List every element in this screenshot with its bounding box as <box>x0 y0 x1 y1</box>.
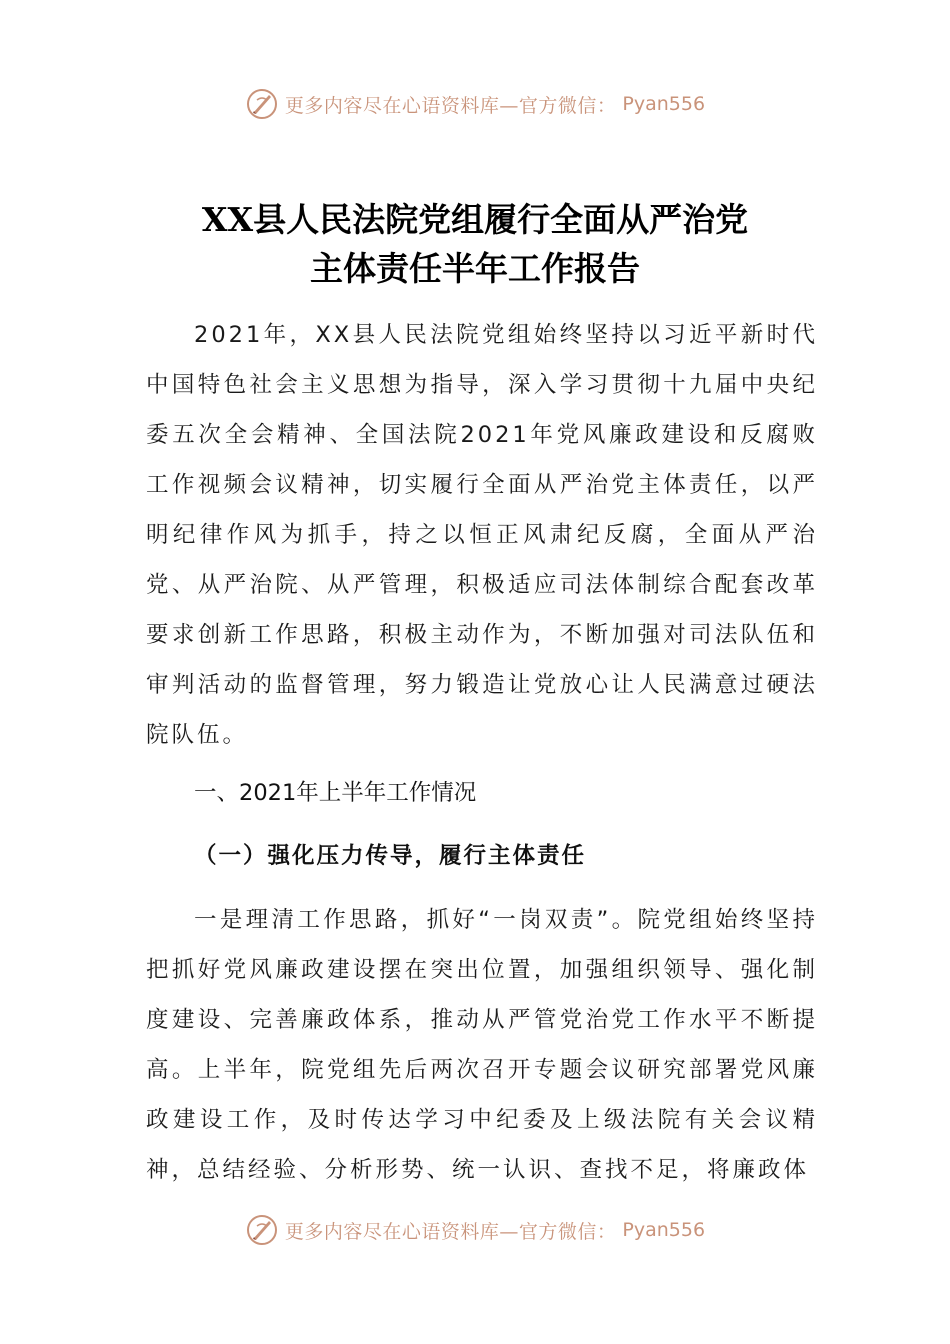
watermark-wechat-handle: Pyan556 <box>622 93 706 115</box>
document-title-line-1: XX县人民法院党组履行全面从严治党 <box>201 200 749 239</box>
subsection-heading: （一）强化压力传导，履行主体责任 <box>194 843 587 869</box>
document-title-line-2: 主体责任半年工作报告 <box>310 249 640 288</box>
watermark-text: 更多内容尽在心语资料库—官方微信： <box>284 94 617 117</box>
quill-pen-logo-icon <box>245 87 279 121</box>
quill-pen-logo-icon <box>245 1213 279 1247</box>
watermark-text: 更多内容尽在心语资料库—官方微信： <box>284 1220 617 1243</box>
watermark-footer <box>0 1210 950 1250</box>
body-paragraph: 一是理清工作思路，抓好“一岗双责”。院党组始终坚持把抓好党风廉政建设摆在突出位置，加强组织领导、强化制度建设、完善廉政体系，推动从严管党治党工作水平不断提高。上半年，院党组先后两次召开专题会议研究部署党风廉政建设工作，及时传达学习中纪委及上级法院有关会议精神，总结经验、分析形势、统一认识、查找不足，将廉政体 <box>146 907 818 1183</box>
watermark-header <box>0 84 950 124</box>
watermark-wechat-handle: Pyan556 <box>622 1219 706 1241</box>
intro-paragraph: 2021年，XX县人民法院党组始终坚持以习近平新时代中国特色社会主义思想为指导，深入学习贯彻十九届中央纪委五次全会精神、全国法院2021年党风廉政建设和反腐败工作视频会议精神，切实履行全面从严治党主体责任，以严明纪律作风为抓手，持之以恒正风肃纪反腐，全面从严治党、从严治院、从严管理，积极适应司法体制综合配套改革要求创新工作思路，积极主动作为，不断加强对司法队伍和审判活动的监督管理，努力锻造让党放心让人民满意过硬法院队伍。 <box>146 322 818 748</box>
section-heading: 一、2021年上半年工作情况 <box>194 780 477 806</box>
